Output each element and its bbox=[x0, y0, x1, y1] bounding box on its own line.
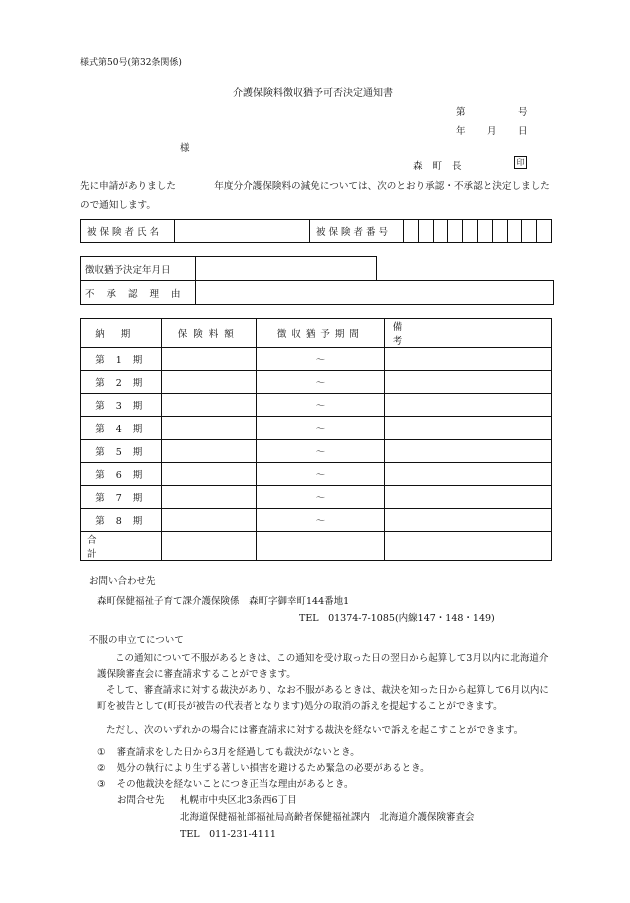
insured-number-digit[interactable] bbox=[507, 220, 522, 243]
number-prefix: 第 bbox=[456, 107, 466, 118]
item-mark: ② bbox=[97, 763, 106, 774]
period-remarks[interactable] bbox=[384, 509, 551, 532]
period-range[interactable]: ～ bbox=[256, 348, 384, 371]
period-remarks[interactable] bbox=[384, 440, 551, 463]
period-amount[interactable] bbox=[161, 348, 256, 371]
decision-date-label: 徴収猶予決定年月日 bbox=[81, 257, 196, 281]
total-amount[interactable] bbox=[161, 532, 256, 561]
period-row bbox=[81, 417, 552, 440]
period-range[interactable]: ～ bbox=[256, 394, 384, 417]
number-suffix: 号 bbox=[518, 107, 528, 118]
period-amount[interactable] bbox=[161, 417, 256, 440]
period-label: 第 2 期 bbox=[81, 371, 162, 394]
period-amount[interactable] bbox=[161, 463, 256, 486]
period-amount[interactable] bbox=[161, 440, 256, 463]
decision-spacer bbox=[377, 257, 554, 281]
period-row bbox=[81, 348, 552, 371]
total-label: 合計 bbox=[81, 532, 162, 561]
period-range[interactable]: ～ bbox=[256, 440, 384, 463]
period-row bbox=[81, 463, 552, 486]
insured-number-digit[interactable] bbox=[477, 220, 492, 243]
appeal-item-2 bbox=[97, 760, 430, 774]
header-due: 納期 bbox=[81, 319, 162, 348]
appeal-paragraph-3: ただし、次のいずれかの場合には審査請求に対する裁決を経ないで訴えを起こすことができます。 bbox=[106, 725, 524, 736]
header-remarks bbox=[384, 319, 551, 348]
insured-number-label: 被保険者番号 bbox=[310, 220, 404, 243]
insured-number-digit[interactable] bbox=[433, 220, 448, 243]
insured-number-digit[interactable] bbox=[448, 220, 463, 243]
period-remarks[interactable] bbox=[384, 394, 551, 417]
inquiry-label: お問合せ先 bbox=[117, 795, 165, 806]
period-row bbox=[81, 371, 552, 394]
insured-number-digit[interactable] bbox=[418, 220, 433, 243]
period-label: 第 8 期 bbox=[81, 509, 162, 532]
header-remarks-text: 備考 bbox=[392, 322, 513, 347]
period-row bbox=[81, 486, 552, 509]
period-amount[interactable] bbox=[161, 371, 256, 394]
insured-number-digit[interactable] bbox=[463, 220, 478, 243]
inquiry-address: 札幌市中央区北3条西6丁目 bbox=[180, 795, 297, 806]
appeal-paragraph-1: この通知について不服があるときは、この通知を受け取った日の翌日から起算して3月以内に北海道介護保険審査会に審査請求することができます。 bbox=[97, 653, 549, 680]
inquiry-tel: TEL 011-231-4111 bbox=[180, 829, 276, 840]
total-remarks[interactable] bbox=[384, 532, 551, 561]
period-row bbox=[81, 440, 552, 463]
period-remarks[interactable] bbox=[384, 417, 551, 440]
item-mark: ③ bbox=[97, 779, 106, 790]
insured-number-digit[interactable] bbox=[403, 220, 418, 243]
insured-number-digit[interactable] bbox=[492, 220, 507, 243]
insured-number-digit[interactable] bbox=[537, 220, 552, 243]
intro-text: 先に申請がありました 年度分介護保険料の減免については、次のとおり承認・不承認と決定しましたので通知します。 bbox=[80, 181, 550, 211]
date-day: 日 bbox=[518, 126, 528, 137]
period-remarks[interactable] bbox=[384, 348, 551, 371]
period-remarks[interactable] bbox=[384, 463, 551, 486]
period-range[interactable]: ～ bbox=[256, 417, 384, 440]
form-number: 様式第50号(第32条関係) bbox=[80, 58, 182, 68]
header-amount: 保険料額 bbox=[161, 319, 256, 348]
period-row bbox=[81, 509, 552, 532]
total-range bbox=[256, 532, 384, 561]
item-text: その他裁決を経ないことにつき正当な理由があるとき。 bbox=[116, 779, 354, 790]
period-range[interactable]: ～ bbox=[256, 463, 384, 486]
insured-table bbox=[80, 219, 552, 243]
period-amount[interactable] bbox=[161, 486, 256, 509]
period-remarks[interactable] bbox=[384, 371, 551, 394]
addressee-suffix: 様 bbox=[180, 143, 190, 154]
header-deferral: 徴収猶予期間 bbox=[256, 319, 384, 348]
reason-field[interactable] bbox=[196, 281, 554, 305]
contact-office: 森町保健福祉子育て課介護保険係 森町字御幸町144番地1 bbox=[97, 596, 350, 607]
period-range[interactable]: ～ bbox=[256, 371, 384, 394]
period-amount[interactable] bbox=[161, 394, 256, 417]
period-range[interactable]: ～ bbox=[256, 509, 384, 532]
sender-name: 森町長 bbox=[413, 161, 472, 172]
period-remarks[interactable] bbox=[384, 486, 551, 509]
insured-name-field[interactable] bbox=[174, 220, 309, 243]
appeal-item-3 bbox=[97, 776, 354, 790]
period-row bbox=[81, 394, 552, 417]
reason-label: 不承認理由 bbox=[81, 281, 196, 305]
seal-mark: 印 bbox=[514, 156, 527, 169]
period-amount[interactable] bbox=[161, 509, 256, 532]
contact-tel: TEL 01374-7-1085(内線147・148・149) bbox=[299, 613, 495, 624]
period-label: 第 5 期 bbox=[81, 440, 162, 463]
item-text: 処分の執行により生ずる著しい損害を避けるため緊急の必要があるとき。 bbox=[116, 763, 430, 774]
insured-number-digit[interactable] bbox=[522, 220, 537, 243]
period-range[interactable]: ～ bbox=[256, 486, 384, 509]
contact-heading: お問い合わせ先 bbox=[89, 576, 156, 587]
appeal-paragraph-2: そして、審査請求に対する裁決があり、なお不服があるときは、裁決を知った日から起算して6月以内に町を被告として(町長が被告の代表者となります)処分の取消の訴えを提起することができます。 bbox=[97, 685, 549, 712]
periods-table bbox=[80, 318, 552, 561]
date-year: 年 bbox=[456, 126, 466, 137]
item-mark: ① bbox=[97, 747, 106, 758]
period-label: 第 4 期 bbox=[81, 417, 162, 440]
period-label: 第 6 期 bbox=[81, 463, 162, 486]
item-text: 審査請求をした日から3月を経過しても裁決がないとき。 bbox=[116, 747, 360, 758]
period-label: 第 1 期 bbox=[81, 348, 162, 371]
period-label: 第 7 期 bbox=[81, 486, 162, 509]
decision-date-field[interactable] bbox=[196, 257, 377, 281]
decision-table bbox=[80, 256, 554, 305]
date-month: 月 bbox=[487, 126, 497, 137]
inquiry-office: 北海道保健福祉部福祉局高齢者保健福祉課内 北海道介護保険審査会 bbox=[180, 812, 475, 823]
insured-name-label: 被保険者氏名 bbox=[81, 220, 175, 243]
period-label: 第 3 期 bbox=[81, 394, 162, 417]
appeal-item-1 bbox=[97, 744, 360, 758]
appeal-heading: 不服の申立てについて bbox=[89, 635, 184, 646]
document-title: 介護保険料徴収猶予可否決定通知書 bbox=[233, 88, 393, 99]
